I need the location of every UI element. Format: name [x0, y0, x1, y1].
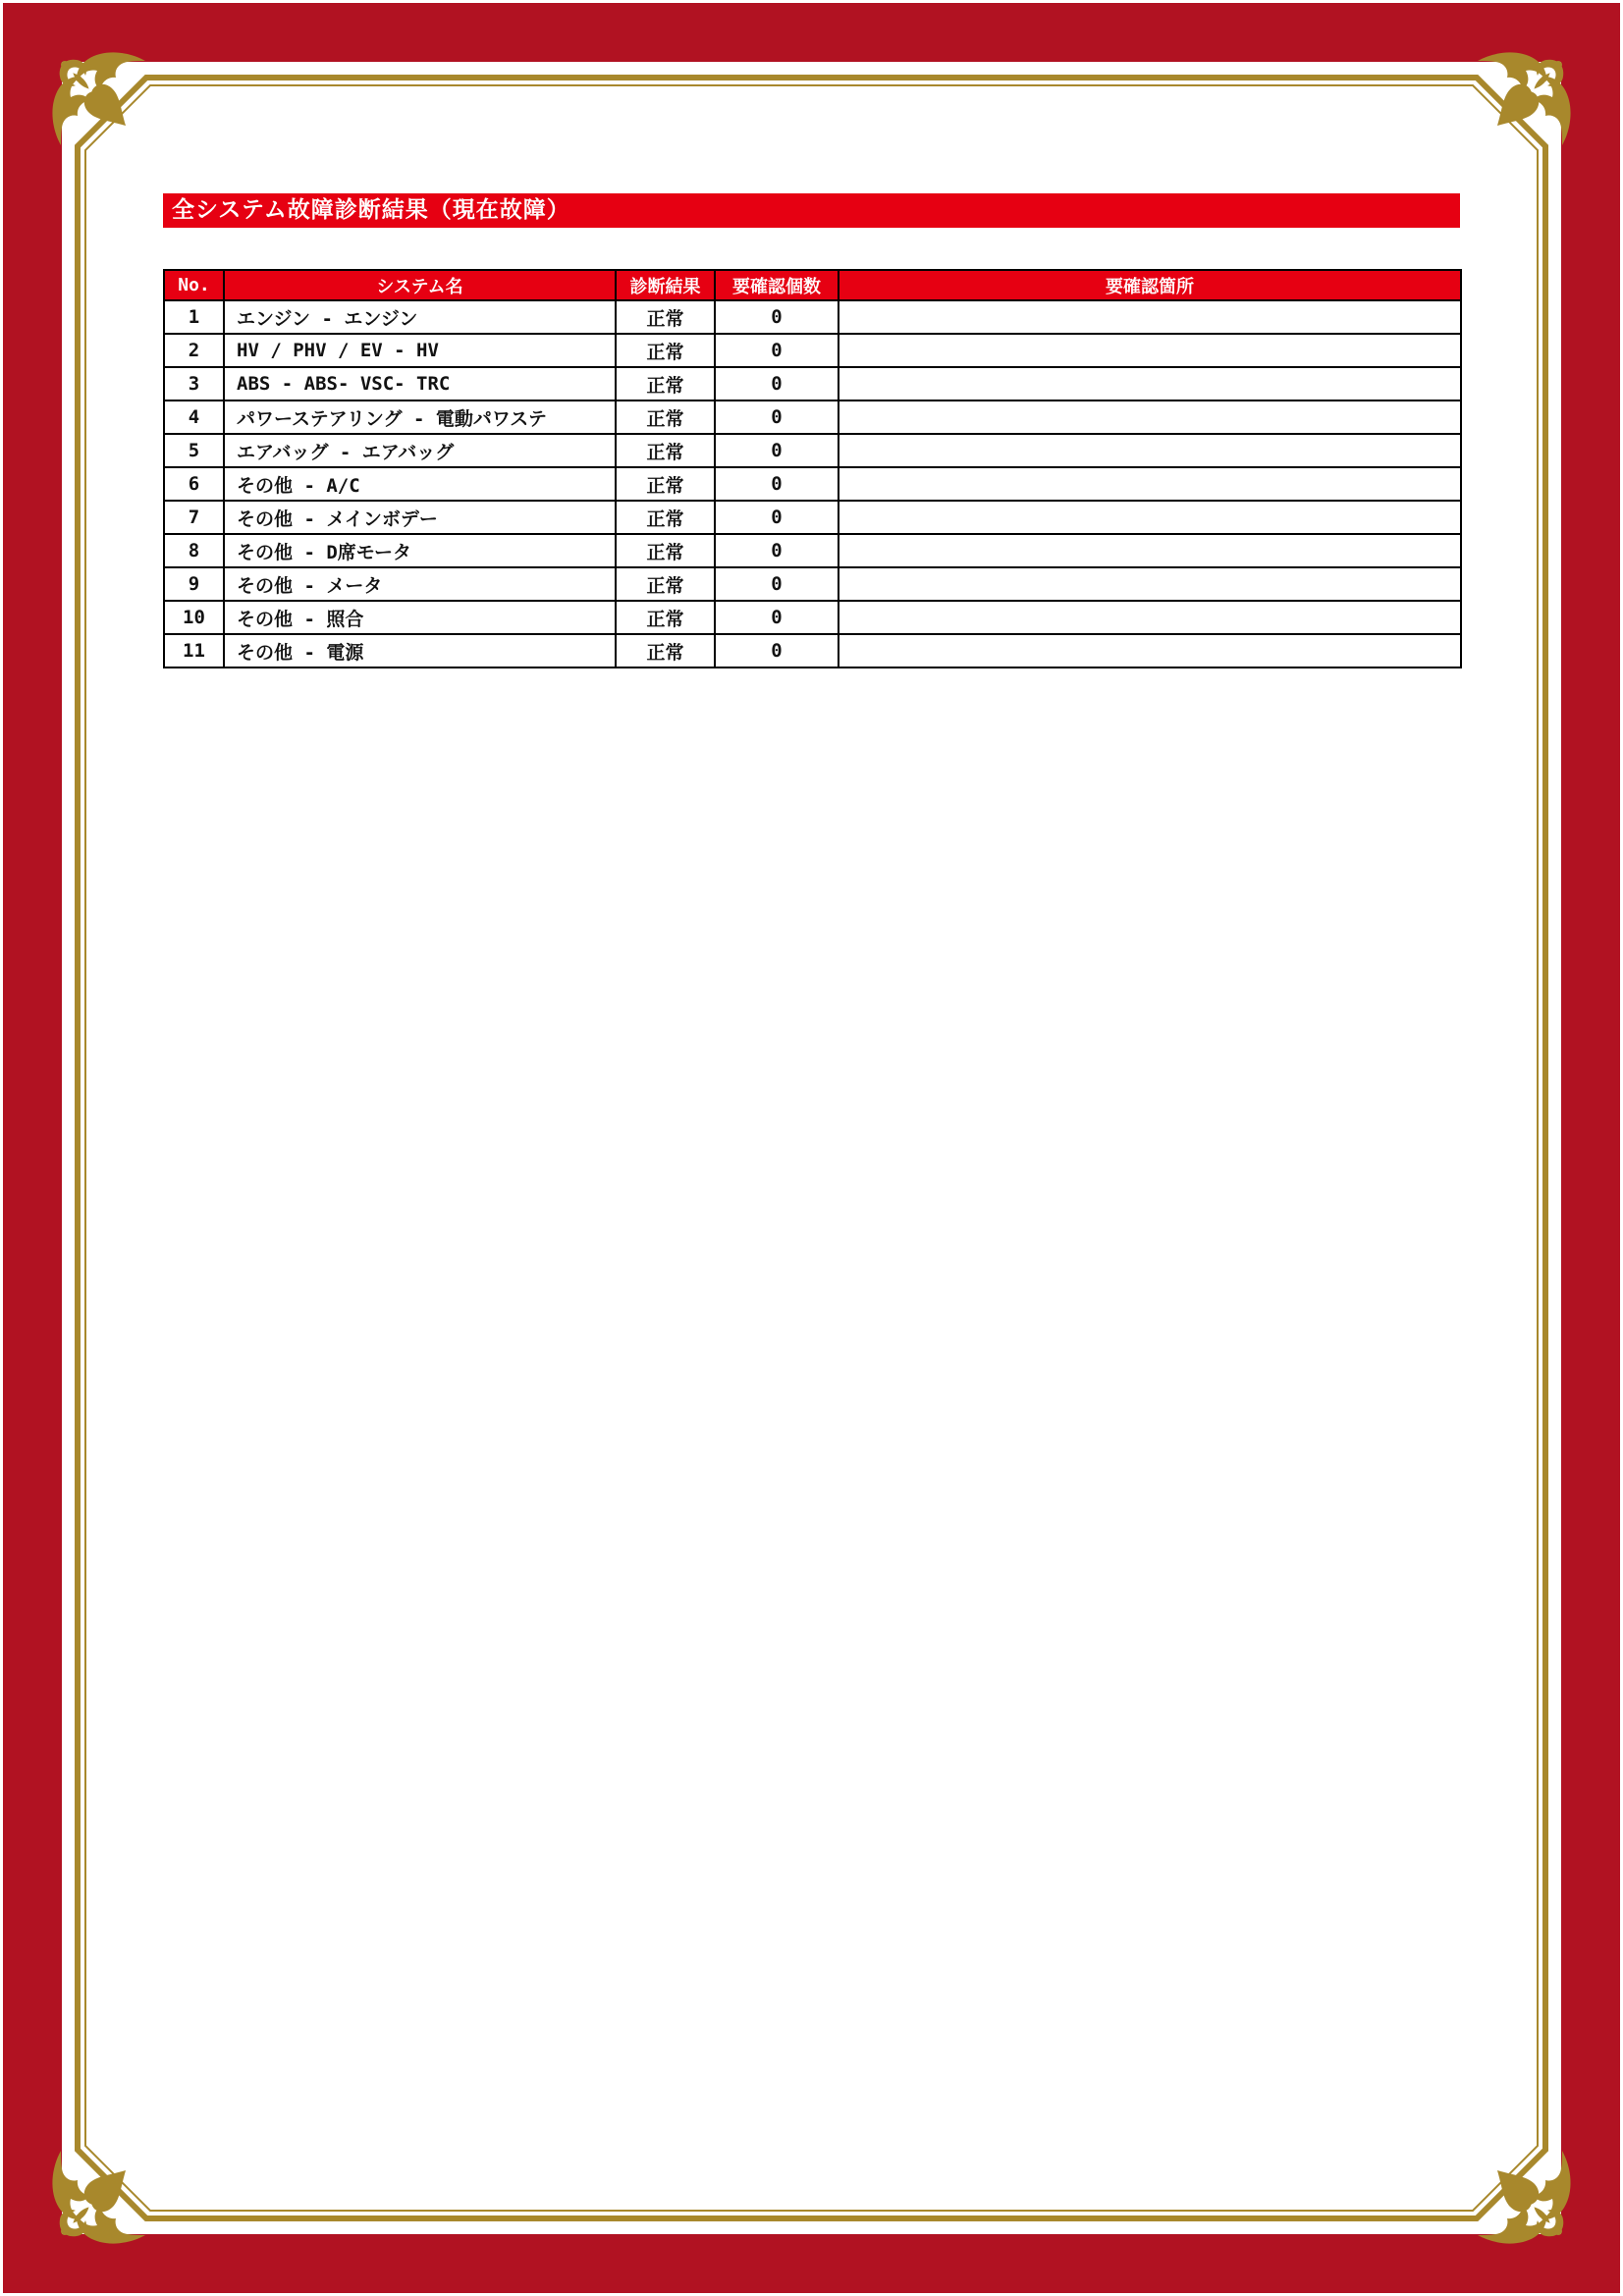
system-name: その他 - メインボデー: [224, 501, 616, 534]
system-name: HV / PHV / EV - HV: [224, 334, 616, 367]
header-check-location: 要確認箇所: [839, 270, 1461, 300]
table-row: [164, 634, 1461, 667]
row-number: 2: [164, 334, 224, 367]
system-name: エンジン - エンジン: [224, 300, 616, 334]
check-location: [839, 400, 1461, 434]
table-row: [164, 300, 1461, 334]
diagnosis-result: 正常: [616, 334, 715, 367]
section-title: 全システム故障診断結果（現在故障）: [172, 197, 570, 223]
table-row: [164, 601, 1461, 634]
row-number: 3: [164, 367, 224, 400]
check-count: 0: [715, 300, 839, 334]
table-header-row: [164, 270, 1461, 300]
header-diagnosis-result: 診断結果: [616, 270, 715, 300]
diagnosis-result: 正常: [616, 367, 715, 400]
corner-ornament-top-right: [1478, 52, 1571, 145]
check-count: 0: [715, 400, 839, 434]
row-number: 5: [164, 434, 224, 467]
check-count: 0: [715, 367, 839, 400]
check-count: 0: [715, 434, 839, 467]
row-number: 1: [164, 300, 224, 334]
table-row: [164, 400, 1461, 434]
table-row: [164, 501, 1461, 534]
table-row: [164, 567, 1461, 601]
table-row: [164, 434, 1461, 467]
check-count: 0: [715, 634, 839, 667]
row-number: 11: [164, 634, 224, 667]
header-system-name: システム名: [224, 270, 616, 300]
check-location: [839, 334, 1461, 367]
check-count: 0: [715, 601, 839, 634]
diagnosis-result: 正常: [616, 567, 715, 601]
check-location: [839, 534, 1461, 567]
check-location: [839, 567, 1461, 601]
corner-ornament-bottom-right: [1478, 2151, 1571, 2244]
check-count: 0: [715, 534, 839, 567]
corner-ornament-top-left: [52, 52, 145, 145]
header-check-count: 要確認個数: [715, 270, 839, 300]
diagnosis-table: [163, 269, 1462, 668]
system-name: ABS - ABS- VSC- TRC: [224, 367, 616, 400]
row-number: 9: [164, 567, 224, 601]
check-location: [839, 634, 1461, 667]
system-name: その他 - 照合: [224, 601, 616, 634]
system-name: その他 - A/C: [224, 467, 616, 501]
system-name: パワーステアリング - 電動パワステ: [224, 400, 616, 434]
table-row: [164, 467, 1461, 501]
table-row: [164, 334, 1461, 367]
system-name: エアバッグ - エアバッグ: [224, 434, 616, 467]
check-location: [839, 300, 1461, 334]
check-location: [839, 467, 1461, 501]
row-number: 4: [164, 400, 224, 434]
check-location: [839, 367, 1461, 400]
diagnosis-result: 正常: [616, 467, 715, 501]
check-count: 0: [715, 501, 839, 534]
system-name: その他 - メータ: [224, 567, 616, 601]
header-no: No.: [164, 270, 224, 300]
row-number: 10: [164, 601, 224, 634]
diagnosis-result: 正常: [616, 434, 715, 467]
diagnosis-result: 正常: [616, 300, 715, 334]
check-location: [839, 434, 1461, 467]
table-row: [164, 534, 1461, 567]
section-title-bar: [163, 193, 1460, 228]
diagnosis-result: 正常: [616, 534, 715, 567]
system-name: その他 - D席モータ: [224, 534, 616, 567]
diagnosis-result: 正常: [616, 501, 715, 534]
check-location: [839, 501, 1461, 534]
system-name: その他 - 電源: [224, 634, 616, 667]
check-count: 0: [715, 467, 839, 501]
diagnosis-result: 正常: [616, 400, 715, 434]
corner-ornament-bottom-left: [52, 2151, 145, 2244]
row-number: 7: [164, 501, 224, 534]
row-number: 6: [164, 467, 224, 501]
diagnosis-result: 正常: [616, 601, 715, 634]
check-count: 0: [715, 567, 839, 601]
diagnosis-result: 正常: [616, 634, 715, 667]
check-location: [839, 601, 1461, 634]
table-row: [164, 367, 1461, 400]
check-count: 0: [715, 334, 839, 367]
diagnosis-table-container: [163, 269, 1462, 668]
row-number: 8: [164, 534, 224, 567]
